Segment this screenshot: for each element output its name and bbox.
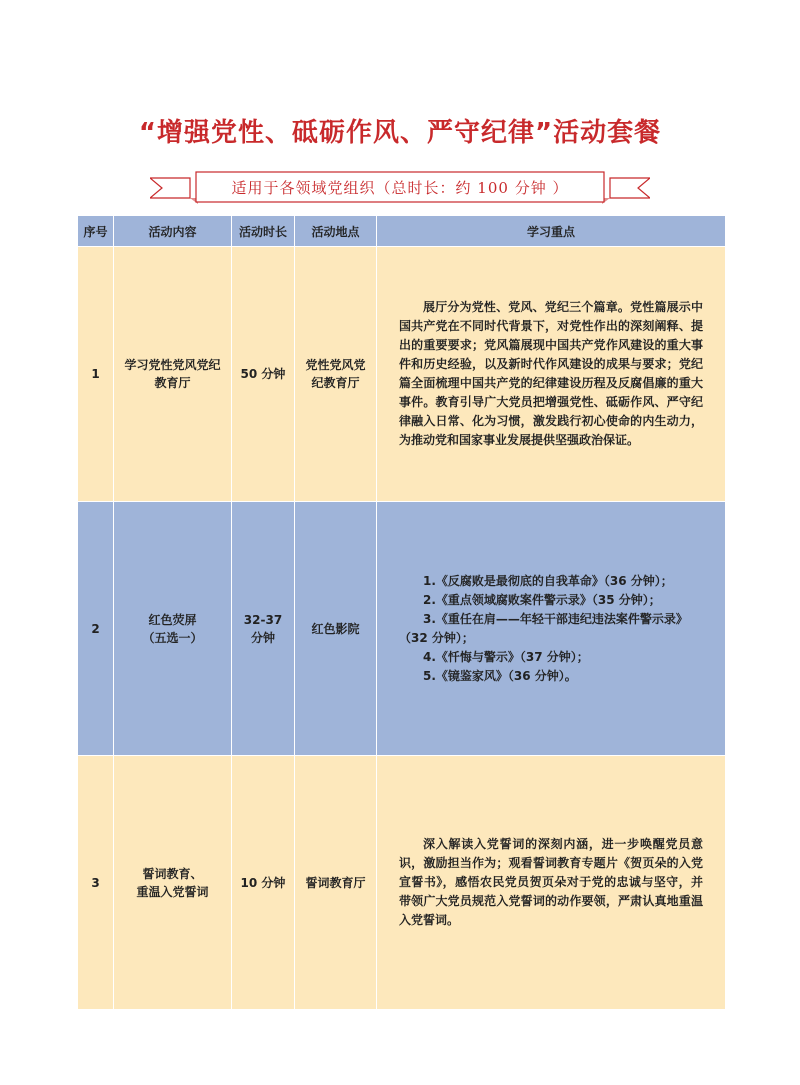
row-content-text: 学习党性党风党纪教育厅 (124, 358, 221, 390)
row-content-line: 红色荧屏 (148, 612, 197, 627)
row-content (114, 756, 232, 1010)
row-place: 红色影院 (295, 502, 377, 756)
film-item: 2.《重点领域腐败案件警示录》（35 分钟）； (423, 592, 661, 607)
row-no: 1 (78, 247, 114, 502)
row-focus (377, 247, 726, 502)
row-content (114, 247, 232, 502)
row-place-text: 党性党风党纪教育厅 (305, 358, 366, 390)
film-item: 1.《反腐败是最彻底的自我革命》（36 分钟）； (423, 573, 673, 588)
subtitle: 适用于各领域党组织（总时长：约 100 分钟 ） (231, 179, 569, 197)
row-content-line: （五选一） (142, 630, 203, 645)
row-place (295, 247, 377, 502)
film-item: 5.《镜鉴家风》（36 分钟）。 (423, 668, 577, 683)
row-content (114, 502, 232, 756)
row-focus (377, 502, 726, 756)
activity-table (77, 215, 726, 1010)
row-duration-line: 32-37 (243, 612, 283, 627)
row-content-line: 誓词教育、 (142, 866, 203, 881)
header-duration: 活动时长 (232, 216, 295, 247)
table-row (78, 502, 726, 756)
row-duration-line: 分钟 (250, 630, 275, 645)
table-header-row (78, 216, 726, 247)
row-focus-text: 深入解读入党誓词的深刻内涵，进一步唤醒党员意识，激励担当作为；观看誓词教育专题片《贺页朵的入党宣誓书》，感悟农民党员贺页朵对于党的忠诚与坚守，并带领广大党员规范入党誓词的动作要领，严肃认真地重温入党誓词。 (399, 837, 703, 927)
page-title: “增强党性、砥砺作风、严守纪律”活动套餐 (138, 118, 662, 148)
row-duration (232, 502, 295, 756)
header-focus: 学习重点 (377, 216, 726, 247)
row-place: 誓词教育厅 (295, 756, 377, 1010)
header-place: 活动地点 (295, 216, 377, 247)
film-item: 3.《重任在肩——年轻干部违纪违法案件警示录》（32 分钟）； (399, 611, 688, 645)
film-list (377, 572, 725, 686)
row-no: 3 (78, 756, 114, 1010)
header-content: 活动内容 (114, 216, 232, 247)
row-focus-text: 展厅分为党性、党风、党纪三个篇章。党性篇展示中国共产党在不同时代背景下，对党性作出的深刻阐释、提出的重要要求；党风篇展现中国共产党作风建设的重大事件和历史经验，以及新时代作风建设的成果与要求；党纪篇全面梳理中国共产党的纪律建设历程及反腐倡廉的重大事件。教育引导广大党员把增强党性、砥砺作风、严守纪律融入日常、化为习惯，激发践行初心使命的内生动力，为推动党和国家事业发展提供坚强政治保证。 (399, 300, 703, 447)
row-content-line: 重温入党誓词 (136, 884, 209, 899)
header-no: 序号 (78, 216, 114, 247)
table-row (78, 756, 726, 1010)
table-row (78, 247, 726, 502)
film-item: 4.《忏悔与警示》（37 分钟）； (423, 649, 589, 664)
row-duration: 50 分钟 (232, 247, 295, 502)
row-duration: 10 分钟 (232, 756, 295, 1010)
subtitle-ribbon (150, 168, 650, 208)
row-focus (377, 756, 726, 1010)
row-no: 2 (78, 502, 114, 756)
